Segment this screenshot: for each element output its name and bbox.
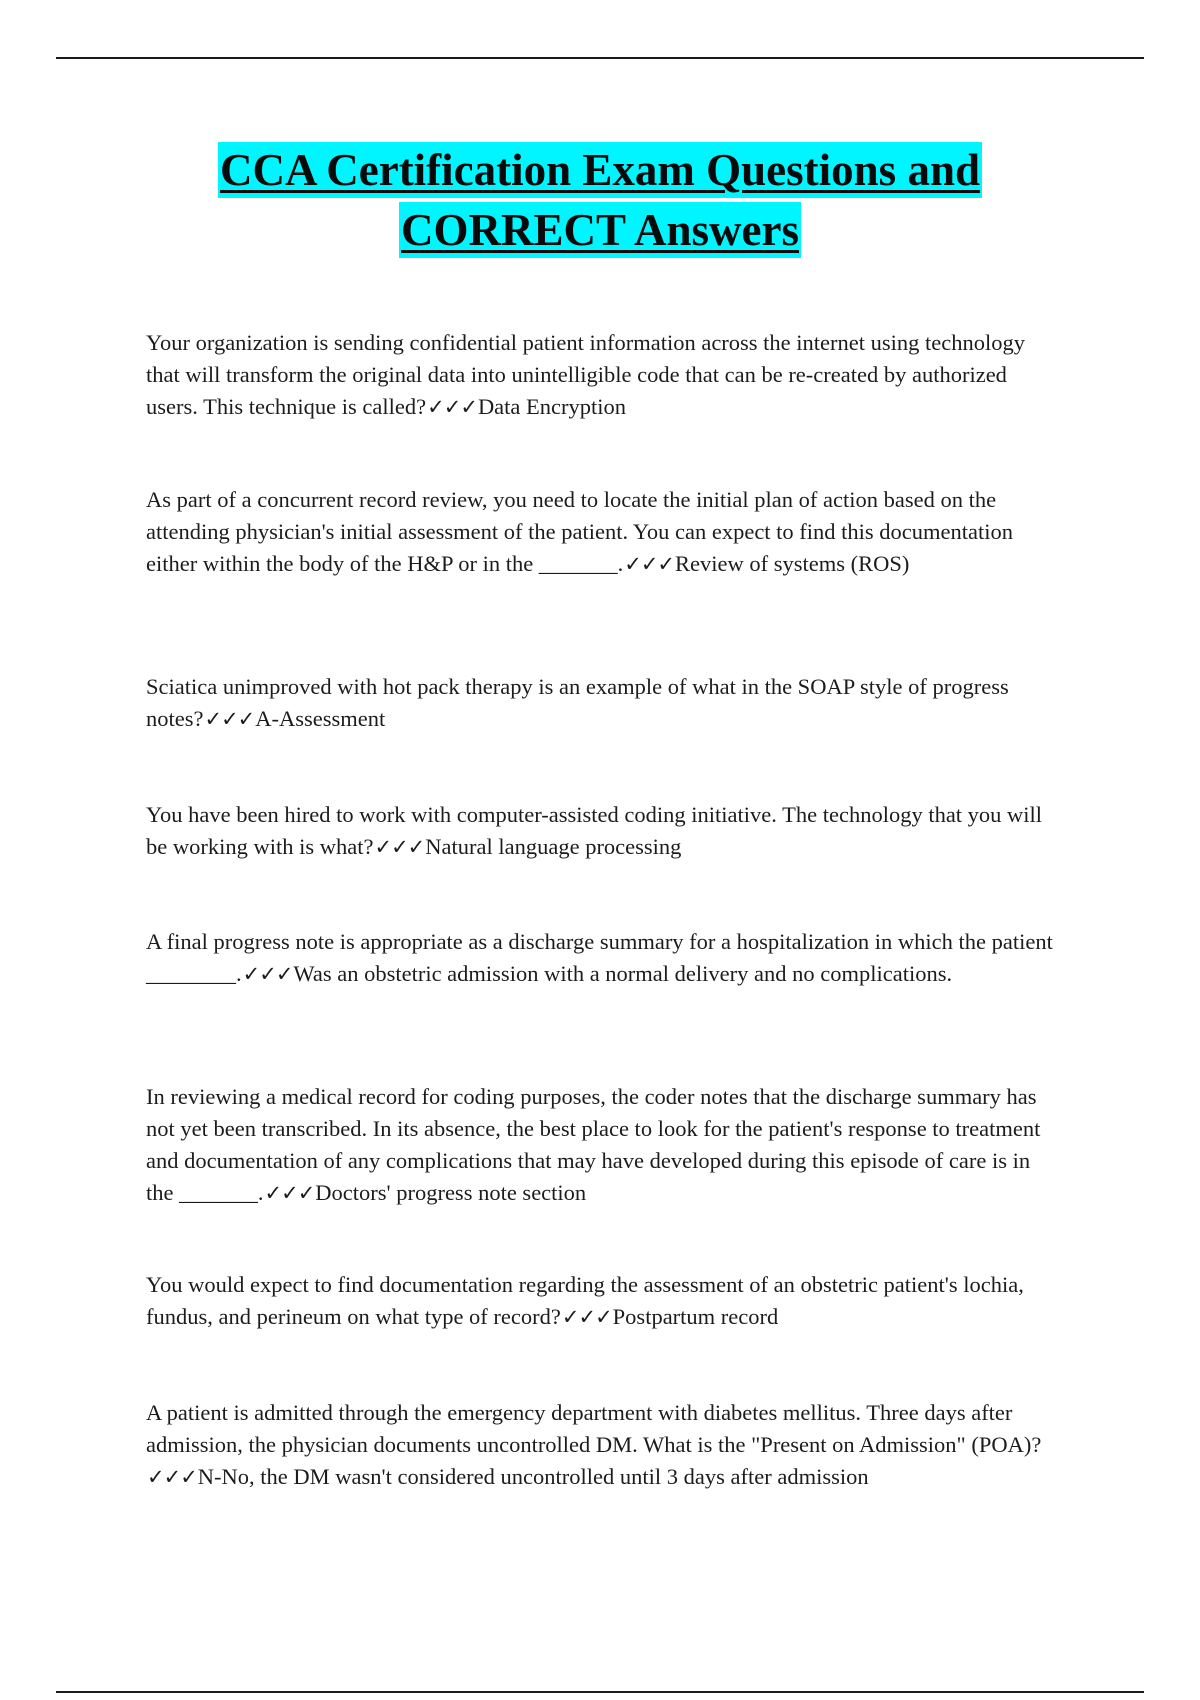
top-rule [56,57,1144,59]
question-text: In reviewing a medical record for coding purposes, the coder notes that the discharge summary has not yet been transcribed. In its absence, the best place to look for the patient's response to treatment and documentation of any complications that may have developed during this episode of care is in the _______. [146,1084,1041,1205]
question-text: Your organization is sending confidential patient information across the internet using technology that will transform the original data into unintelligible code that can be re-created by authorized users. This technique is called? [146,330,1025,419]
qa-item [146,327,1061,423]
qa-item [146,799,1061,863]
answer-text: Was an obstetric admission with a normal delivery and no complications. [293,961,953,986]
question-text: Sciatica unimproved with hot pack therapy is an example of what in the SOAP style of progress notes? [146,674,1009,731]
checkmark-icon: ✓✓✓ [374,835,425,859]
checkmark-icon: ✓✓✓ [242,962,293,986]
answer-text: Postpartum record [612,1304,779,1329]
question-text: You have been hired to work with computer-assisted coding initiative. The technology that you will be working with is what? [146,802,1043,859]
qa-item [146,1397,1061,1493]
qa-item [146,926,1061,990]
title-line-1: CCA Certification Exam Questions and [218,142,982,198]
checkmark-icon: ✓✓✓ [147,1465,197,1489]
checkmark-icon: ✓✓✓ [264,1181,315,1205]
qa-item [146,1269,1061,1333]
qa-item [146,671,1061,735]
question-text: As part of a concurrent record review, you need to locate the initial plan of action based on the attending physician's initial assessment of the patient. You can expect to find this documentation either within the body of the H&P or in the _______. [146,487,1014,576]
checkmark-icon: ✓✓✓ [204,707,255,731]
answer-text: Review of systems (ROS) [675,551,910,576]
answer-text: Natural language processing [425,834,682,859]
answer-text: N-No, the DM wasn't considered uncontrolled until 3 days after admission [197,1464,869,1489]
question-text: A final progress note is appropriate as a discharge summary for a hospitalization in which the patient ________. [146,929,1053,986]
answer-text: A-Assessment [255,706,386,731]
page-title [0,142,1200,258]
answer-text: Doctors' progress note section [315,1180,587,1205]
question-text: A patient is admitted through the emergency department with diabetes mellitus. Three days after admission, the physician documents uncontrolled DM. What is the "Present on Admission" (POA)? [146,1400,1042,1457]
checkmark-icon: ✓✓✓ [427,395,477,419]
qa-item [146,1081,1061,1209]
answer-text: Data Encryption [477,394,627,419]
qa-item [146,484,1061,580]
question-text: You would expect to find documentation regarding the assessment of an obstetric patient's lochia, fundus, and perineum on what type of record? [146,1272,1024,1329]
checkmark-icon: ✓✓✓ [561,1305,612,1329]
title-line-2: CORRECT Answers [399,202,801,258]
checkmark-icon: ✓✓✓ [624,552,675,576]
bottom-rule [56,1691,1144,1693]
